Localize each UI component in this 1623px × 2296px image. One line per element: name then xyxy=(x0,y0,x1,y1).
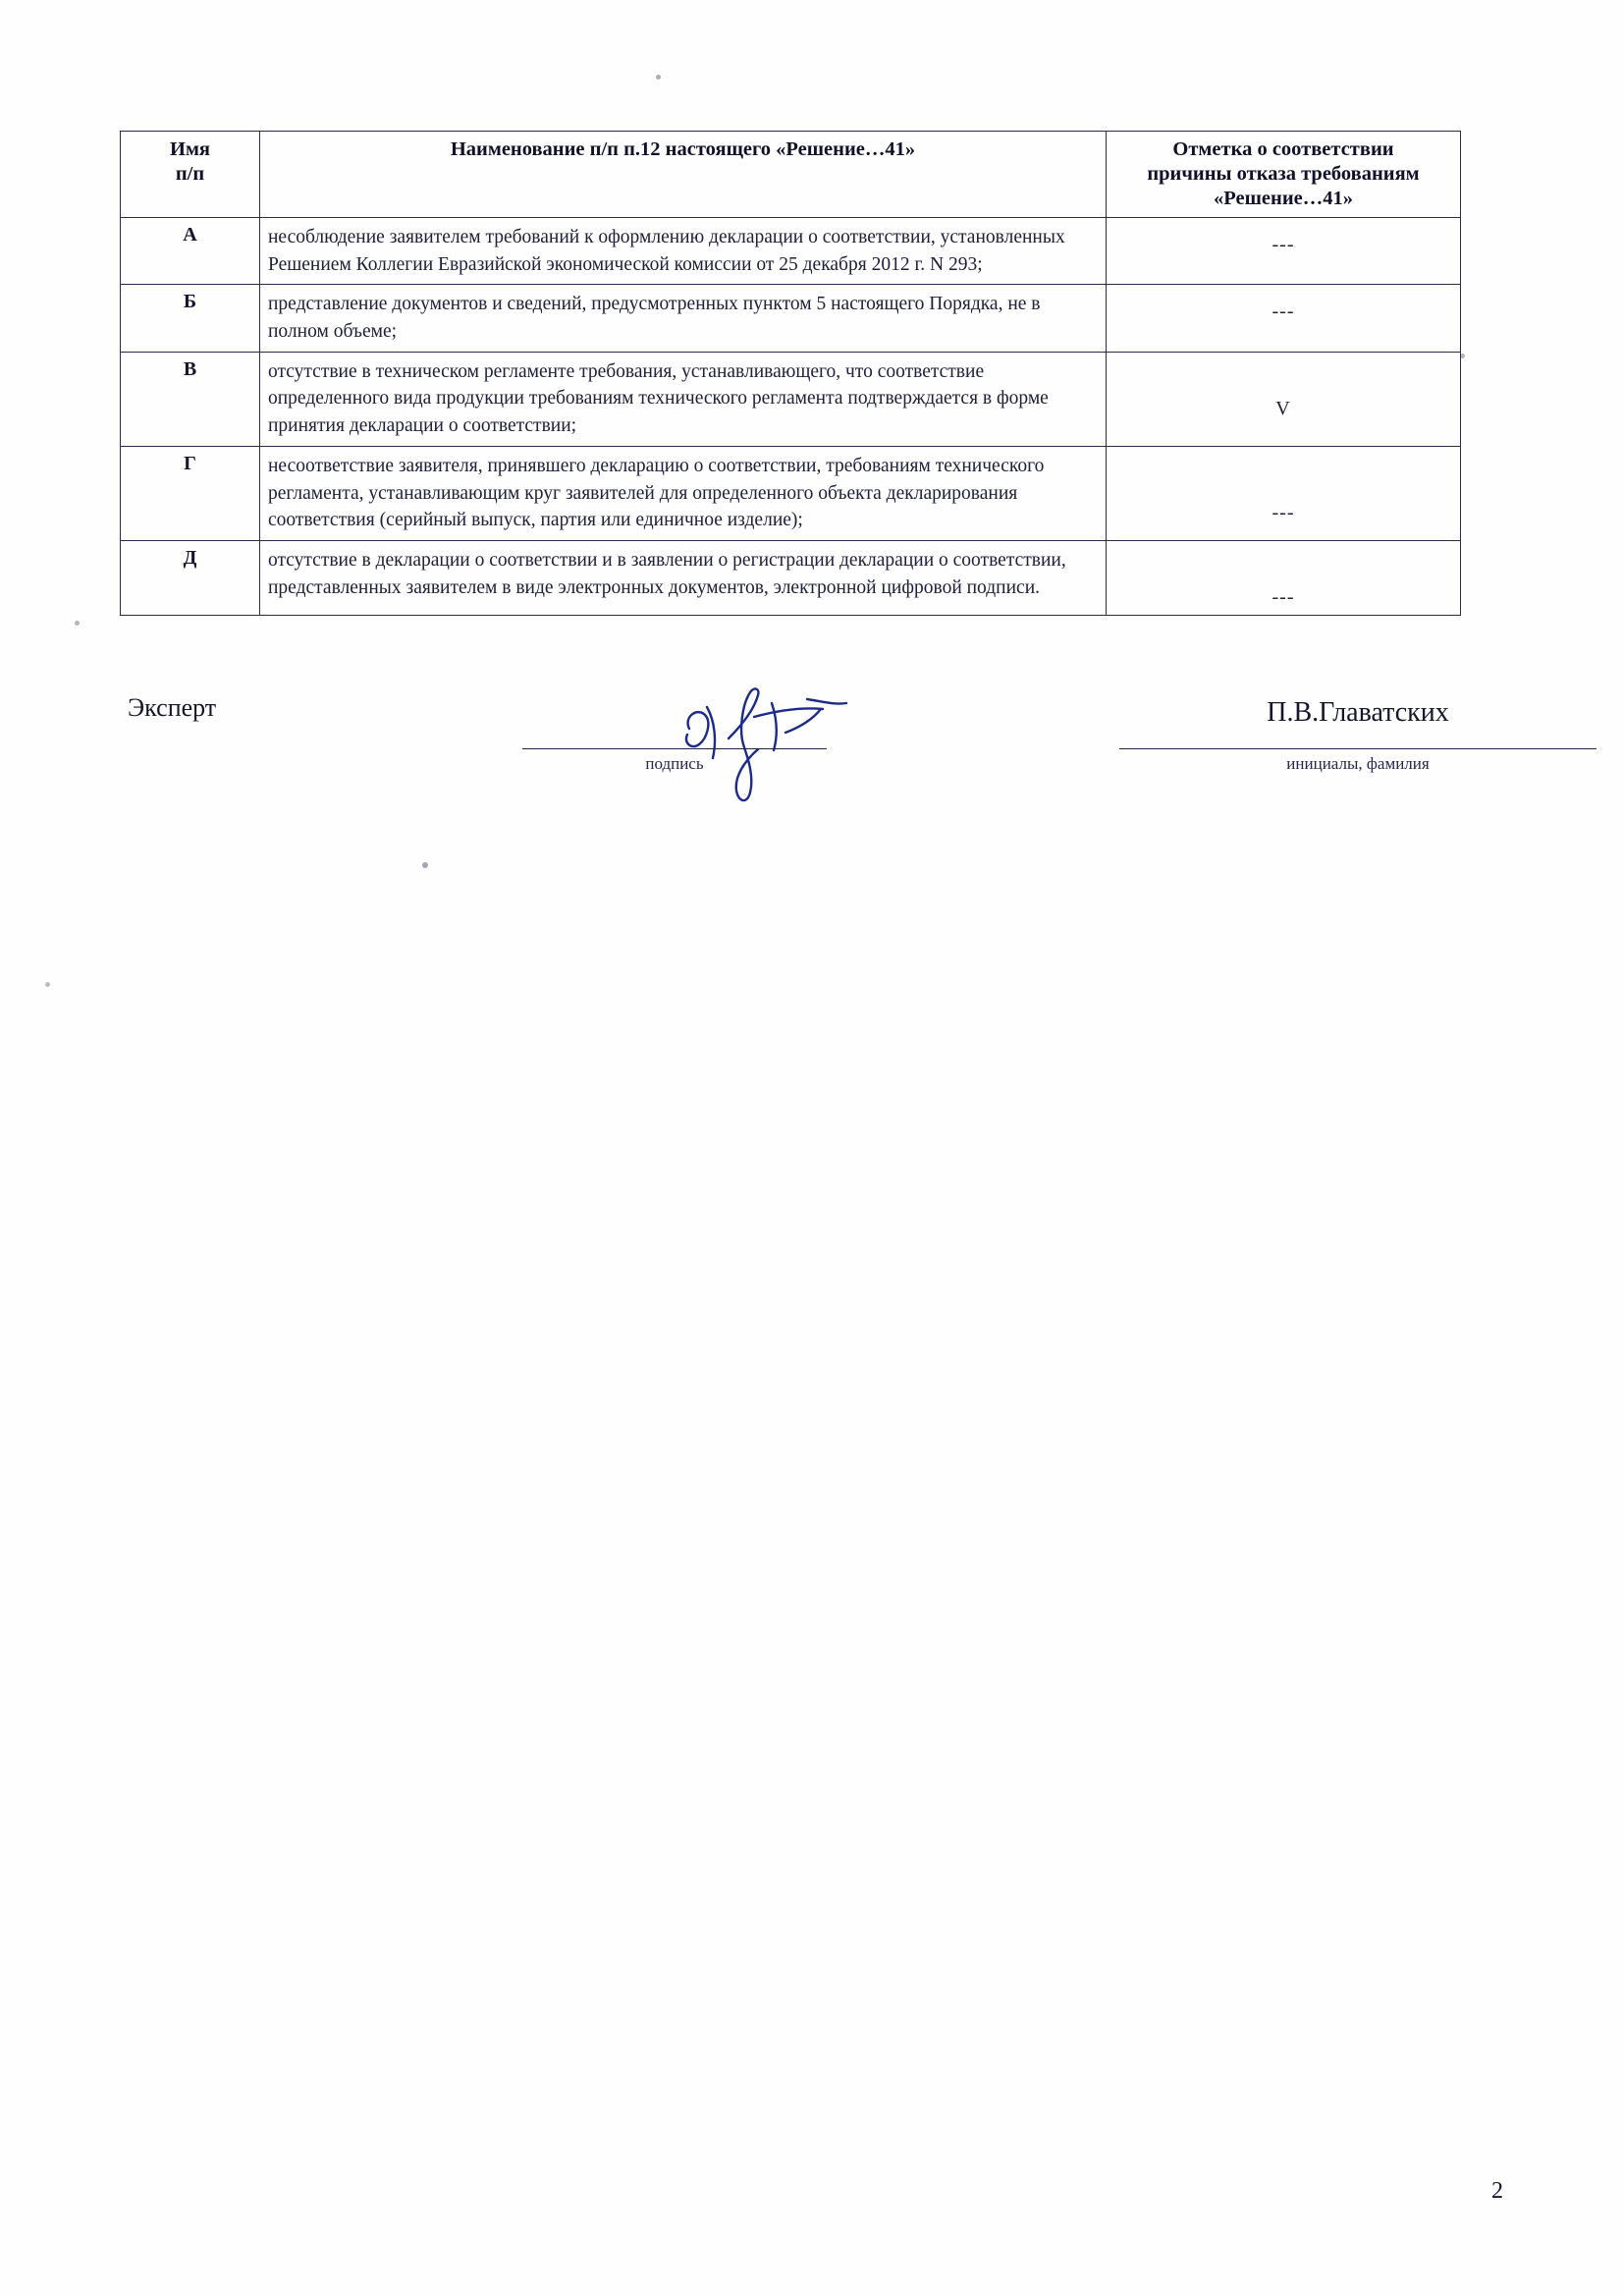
row-mark: --- xyxy=(1107,540,1461,615)
row-letter: А xyxy=(121,218,260,285)
row-description: представление документов и сведений, предусмотренных пунктом 5 настоящего Порядка, не в полном объеме; xyxy=(260,285,1107,352)
column-header-mark-line3: «Решение…41» xyxy=(1214,188,1353,209)
row-letter: Б xyxy=(121,285,260,352)
column-header-mark xyxy=(1107,132,1461,218)
table-row xyxy=(121,285,1461,352)
table-row xyxy=(121,352,1461,446)
row-mark: V xyxy=(1107,352,1461,446)
table-header-row xyxy=(121,132,1461,218)
table-row xyxy=(121,446,1461,540)
handwritten-signature-icon xyxy=(670,678,925,815)
scan-artifact xyxy=(422,862,428,868)
name-line xyxy=(1119,748,1596,749)
signature-line xyxy=(522,748,827,749)
column-header-mark-line2: причины отказа требованиям xyxy=(1147,163,1420,185)
column-header-mark-line1: Отметка о соответствии xyxy=(1172,138,1394,160)
signature-role-label: Эксперт xyxy=(128,693,217,722)
row-description: отсутствие в техническом регламенте требования, устанавливающего, что соответствие определенного вида продукции требованиям технического регламента подтверждается в форме принятия декларации о соответствии; xyxy=(260,352,1107,446)
row-mark: --- xyxy=(1107,446,1461,540)
name-caption: инициалы, фамилия xyxy=(1286,754,1430,773)
column-header-description: Наименование п/п п.12 настоящего «Решение…41» xyxy=(260,132,1107,218)
signature-caption: подпись xyxy=(645,754,704,773)
column-header-name-line1: Имя xyxy=(170,138,210,160)
expert-name: П.В.Главатских xyxy=(1267,697,1449,728)
scan-artifact xyxy=(75,621,80,626)
row-description: несоответствие заявителя, принявшего декларацию о соответствии, требованиям технического регламента, устанавливающим круг заявителей для определенного объекта декларирования соответствия (серийный выпуск, партия или единичное изделие); xyxy=(260,446,1107,540)
reasons-table xyxy=(120,131,1461,616)
signature-block xyxy=(120,687,1494,805)
table-row xyxy=(121,540,1461,615)
column-header-name xyxy=(121,132,260,218)
row-mark: --- xyxy=(1107,285,1461,352)
page-number: 2 xyxy=(1491,2178,1503,2204)
row-mark: --- xyxy=(1107,218,1461,285)
row-letter: В xyxy=(121,352,260,446)
row-letter: Д xyxy=(121,540,260,615)
row-letter: Г xyxy=(121,446,260,540)
table-row xyxy=(121,218,1461,285)
row-description: несоблюдение заявителем требований к оформлению декларации о соответствии, установленных Решением Коллегии Евразийской экономической комиссии от 25 декабря 2012 г. N 293; xyxy=(260,218,1107,285)
scan-artifact xyxy=(656,75,661,80)
row-description: отсутствие в декларации о соответствии и в заявлении о регистрации декларации о соответствии, представленных заявителем в виде электронных документов, электронной цифровой подписи. xyxy=(260,540,1107,615)
column-header-name-line2: п/п xyxy=(175,163,205,185)
scan-artifact xyxy=(45,982,50,987)
